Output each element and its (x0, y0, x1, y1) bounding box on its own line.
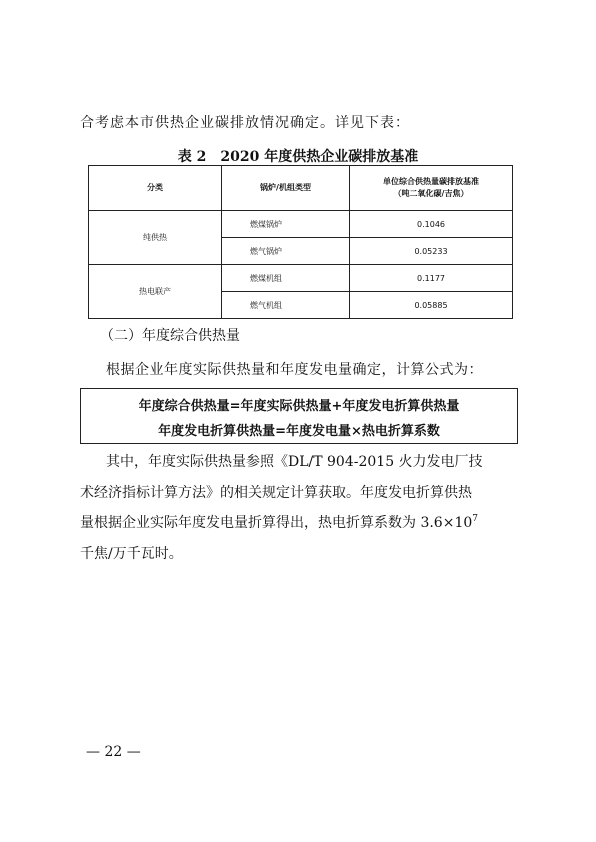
exponent: 7 (472, 514, 478, 524)
table-row (89, 211, 513, 238)
paragraph-line-2: 术经济指标计算方法》的相关规定计算获取。年度发电折算供热 (80, 485, 472, 501)
header-category: 分类 (89, 166, 222, 211)
value-cell: 0.05233 (350, 238, 513, 265)
value-cell: 0.05885 (350, 292, 513, 319)
table-caption: 表 2 2020 年度供热企业碳排放基准 (177, 149, 419, 165)
type-cell: 燃煤机组 (222, 265, 350, 292)
paragraph-line-3-text: 量根据企业实际年度发电量折算得出，热电折算系数为 3.6×10 (80, 515, 473, 531)
value-cell: 0.1046 (350, 211, 513, 238)
intro-text: 合考虑本市供热企业碳排放情况确定。详见下表： (80, 115, 410, 131)
page-number: — 22 — (86, 744, 141, 760)
category-cell: 热电联产 (89, 265, 222, 319)
formula-box (80, 388, 518, 444)
type-cell: 燃气锅炉 (222, 238, 350, 265)
paragraph-line-4: 千焦/万千瓦时。 (80, 546, 183, 562)
formula-line-2: 年度发电折算供热量=年度发电量×热电折算系数 (158, 424, 440, 439)
header-boiler-type: 锅炉/机组类型 (222, 166, 350, 211)
paragraph-line-3 (80, 513, 520, 533)
formula-intro-text: 根据企业年度实际供热量和年度发电量确定，计算公式为： (106, 362, 483, 378)
type-cell: 燃煤锅炉 (222, 211, 350, 238)
table-header-row (89, 166, 513, 211)
paragraph-line-1: 其中，年度实际供热量参照《DL/T 904-2015 火力发电厂技 (106, 454, 483, 470)
table-row (89, 265, 513, 292)
formula-line-1: 年度综合供热量=年度实际供热量+年度发电折算供热量 (138, 399, 460, 414)
type-cell: 燃气机组 (222, 292, 350, 319)
section-heading: （二）年度综合供热量 (100, 328, 240, 344)
carbon-benchmark-table (88, 165, 513, 319)
value-cell: 0.1177 (350, 265, 513, 292)
header-benchmark: 单位综合供热量碳排放基准 （吨二氧化碳/吉焦） (350, 166, 513, 211)
category-cell: 纯供热 (89, 211, 222, 265)
